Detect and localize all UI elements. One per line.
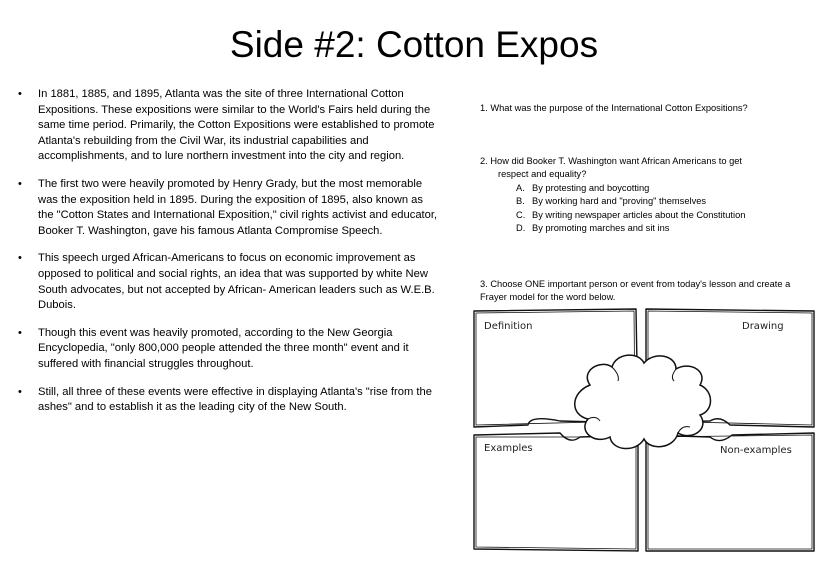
bullet-icon: • [18, 177, 22, 190]
bullet-list [16, 87, 440, 428]
examples-label: Examples [484, 443, 533, 454]
non-examples-label: Non-examples [720, 445, 792, 456]
bullet-icon: • [18, 385, 22, 398]
bullet-text: Still, all three of these events were effective in displaying Atlanta's "rise from the ashes" and to establish it as the leading city of the New South. [38, 385, 432, 414]
definition-label: Definition [484, 321, 533, 332]
bullet-icon: • [18, 88, 22, 100]
question-1: 1. What was the purpose of the International Cotton Expositions? [480, 103, 748, 113]
bullet-text: The first two were heavily promoted by Henry Grady, but the most memorable was the exposition held in 1895. During the exposition of 1895, also known as the "Cotton States and International Exposition," civil rights activist and educator, Booker T. Washington, gave his famous Atlanta Compromise Speech. [38, 177, 438, 237]
answer-options [480, 182, 810, 236]
drawing-label: Drawing [742, 321, 784, 332]
frayer-diagram [470, 305, 818, 555]
question-2-line1: 2. How did Booker T. Washington want African Americans to get [480, 156, 742, 166]
option-a: A. By protesting and boycotting [516, 182, 650, 193]
question-2-line2: respect and equality? [498, 169, 587, 180]
list-item [16, 87, 440, 165]
list-item [16, 177, 440, 239]
option-c: C. By writing newspaper articles about the Constitution [516, 209, 746, 220]
list-item [16, 326, 440, 373]
bullet-text: In 1881, 1885, and 1895, Atlanta was the site of three International Cotton Expositions. These expositions were similar to the World's Fairs held during the same time period. Primarily, the Cotton Expositions were established to promote Atlanta's rebuilding from the Civil War, its industrial capabilities and accomplishments, and to lure northern investment into the city and region. [38, 88, 435, 163]
list-item [16, 251, 440, 313]
page-title: Side #2: Cotton Expos [229, 24, 599, 65]
list-item [16, 385, 440, 416]
bullet-icon: • [18, 252, 22, 265]
bullet-text: Though this event was heavily promoted, according to the New Georgia Encyclopedia, "only 800,000 people attended the three month" event and it suffered with financial struggles throughout. [38, 326, 409, 370]
frayer-model [470, 305, 818, 555]
question-3: 3. Choose ONE important person or event from today's lesson and create a Frayer model for the word below. [480, 279, 791, 303]
bullet-icon: • [18, 326, 22, 339]
bullet-text: This speech urged African-Americans to focus on economic improvement as opposed to political and social rights, an idea that was supported by white New South advocates, but not accepted by African- American leaders such as W.E.B. Dubois. [38, 252, 435, 312]
option-d: D. By promoting marches and sit ins [516, 223, 670, 234]
center-cloud [575, 355, 711, 448]
option-b: B. By working hard and "proving" themselves [516, 196, 707, 207]
question-2 [480, 155, 810, 235]
